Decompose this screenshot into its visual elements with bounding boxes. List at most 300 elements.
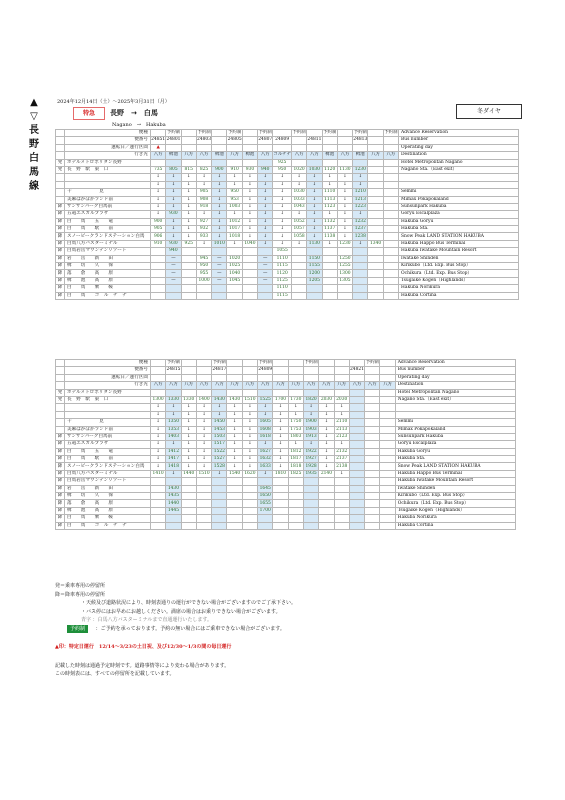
stop-name-ja: ホテルメトロポリタン長野 [65, 389, 151, 396]
time-cell [151, 159, 166, 166]
stop-name-ja: 白馬八方バスターミナル [65, 470, 151, 477]
stop-type: 降 [56, 507, 65, 514]
time-cell [383, 174, 398, 181]
stop-name-en: Sunsunpark Hakuba [395, 433, 515, 440]
time-cell: ↓ [242, 411, 257, 418]
stop-name-ja: 白馬岩岳マウンテンリゾート [65, 248, 151, 255]
operating-day-cell [151, 374, 166, 381]
time-cell: 1412 [166, 448, 181, 455]
reservation-cell: 予約制 [384, 130, 398, 136]
destination-cell: 八方 [151, 382, 166, 389]
time-cell [319, 515, 334, 522]
time-cell: ↓ [166, 203, 181, 210]
time-cell: ↓ [337, 189, 352, 196]
time-cell: 1527 [212, 456, 227, 463]
time-cell [242, 500, 257, 507]
time-cell [353, 292, 368, 299]
time-cell: 1300 [151, 396, 166, 403]
time-cell: 1330 [181, 396, 196, 403]
time-cell: ↓ [353, 240, 368, 247]
time-cell: ↓ [212, 218, 227, 225]
destination-cell: 八方 [334, 382, 349, 389]
time-cell: 1525 [258, 396, 273, 403]
time-cell: ↓ [227, 211, 242, 218]
operating-day-cell [368, 144, 383, 151]
header-row [56, 360, 516, 367]
time-cell: 1503 [212, 433, 227, 440]
time-cell: ↓ [273, 218, 292, 225]
time-cell [196, 248, 211, 255]
time-cell: ↓ [273, 463, 288, 470]
time-cell [212, 292, 227, 299]
time-cell [380, 389, 395, 396]
time-cell [368, 277, 383, 284]
time-cell [383, 196, 398, 203]
time-cell [349, 456, 364, 463]
time-cell: 1205 [307, 277, 322, 284]
stop-type: 発 [56, 166, 65, 173]
reservation-cell [227, 360, 242, 367]
time-cell [242, 255, 257, 262]
time-cell: ↓ [151, 448, 166, 455]
header-label: 行き先 [65, 152, 151, 159]
time-cell: ↓ [227, 181, 242, 188]
time-cell: ↓ [242, 233, 257, 240]
time-cell [242, 277, 257, 284]
time-cell: 1138 [322, 233, 337, 240]
stop-row [56, 515, 516, 522]
time-cell [334, 500, 349, 507]
time-cell: ↓ [273, 174, 292, 181]
time-cell [365, 404, 380, 411]
time-cell [365, 515, 380, 522]
time-cell [212, 493, 227, 500]
time-cell: 1750 [288, 419, 303, 426]
stop-row [56, 203, 519, 210]
time-cell: 1900 [303, 419, 318, 426]
time-cell [368, 203, 383, 210]
stop-type: 降 [56, 500, 65, 507]
time-cell [166, 389, 181, 396]
time-cell [151, 285, 166, 292]
operating-day-cell [196, 374, 211, 381]
operating-day-cell [181, 144, 196, 151]
time-cell: ↓ [212, 196, 227, 203]
destination-cell: 八方 [349, 382, 364, 389]
stop-name-ja: 白 馬 五 竜 [65, 218, 151, 225]
time-cell [291, 263, 306, 270]
time-cell: ↓ [151, 181, 166, 188]
stop-name-ja [65, 174, 151, 181]
time-cell: ↓ [166, 470, 181, 477]
time-cell: ↓ [303, 441, 318, 448]
stop-type [56, 426, 65, 433]
time-cell: ↓ [196, 240, 211, 247]
time-cell [383, 226, 398, 233]
time-cell: ↓ [181, 411, 196, 418]
stop-name-ja: 白 馬 乗 鞍 [65, 515, 151, 522]
time-cell [288, 500, 303, 507]
time-cell: — [212, 263, 227, 270]
time-cell [181, 270, 196, 277]
time-cell: 2140 [319, 470, 334, 477]
operating-day-cell [353, 144, 368, 151]
reservation-cell: 予約制 [292, 130, 306, 136]
title-char: 線 [29, 181, 39, 192]
time-cell [227, 478, 242, 485]
reservation-cell: 予約制 [166, 360, 181, 366]
time-cell [337, 159, 352, 166]
time-cell: ↓ [196, 463, 211, 470]
time-cell: ↓ [181, 419, 196, 426]
time-cell [303, 493, 318, 500]
time-cell [380, 500, 395, 507]
note-alighting: 降＝降車専用の停留所 [55, 591, 106, 598]
destination-cell: 八方 [227, 382, 242, 389]
time-cell: ↓ [212, 233, 227, 240]
operating-day-cell [383, 144, 398, 151]
time-cell [258, 478, 273, 485]
time-cell: ↓ [334, 411, 349, 418]
time-cell: ↓ [307, 174, 322, 181]
time-cell [151, 389, 166, 396]
destination-cell: 八方 [196, 382, 211, 389]
time-cell [181, 478, 196, 485]
time-cell [365, 470, 380, 477]
time-cell [307, 159, 322, 166]
time-cell: 1430 [212, 396, 227, 403]
stop-row [56, 240, 519, 247]
time-cell [380, 441, 395, 448]
time-cell: — [258, 270, 273, 277]
time-cell [291, 270, 306, 277]
type-cell [56, 367, 65, 374]
header-label: 便番号 [65, 367, 151, 374]
time-cell [334, 389, 349, 396]
time-cell [242, 159, 257, 166]
title-char: 馬 [29, 167, 39, 178]
time-cell: 918 [196, 203, 211, 210]
time-cell: ↓ [212, 226, 227, 233]
stop-row [56, 448, 516, 455]
stop-row [56, 174, 519, 181]
time-cell: ↓ [242, 196, 257, 203]
time-cell [337, 285, 352, 292]
time-cell: 1120 [273, 270, 292, 277]
time-cell [273, 507, 288, 514]
time-cell: ↓ [307, 189, 322, 196]
time-cell: ↓ [242, 419, 257, 426]
time-cell [196, 500, 211, 507]
time-cell [380, 470, 395, 477]
stop-name-en: Semmi [395, 419, 515, 426]
header-label: 便種 [65, 360, 151, 367]
reservation-cell [307, 130, 322, 137]
time-cell [383, 240, 398, 247]
time-cell [212, 515, 227, 522]
time-cell [368, 233, 383, 240]
time-cell: 1650 [258, 493, 273, 500]
time-cell: 1510 [242, 396, 257, 403]
stop-type [56, 181, 65, 188]
operating-day-cell [380, 374, 395, 381]
reservation-cell: 予約制 [258, 360, 272, 366]
time-cell [319, 389, 334, 396]
time-cell: ↓ [227, 433, 242, 440]
operating-day-cell [212, 374, 227, 381]
time-cell: 1453 [212, 426, 227, 433]
time-cell [151, 478, 166, 485]
time-cell: ↓ [307, 181, 322, 188]
note-bullet-weather: ・天候及び道路状況により、時刻表通りの運行ができない場合がございますのでご了承下さい。 [81, 600, 297, 606]
destination-cell: 栂池 [353, 152, 368, 159]
time-cell: ↓ [242, 218, 257, 225]
stop-name-en: Hakuba Iwatake Mountain Resort [395, 478, 515, 485]
stop-name-ja: 岩 岳 新 田 [65, 485, 151, 492]
time-cell: ↓ [151, 174, 166, 181]
type-cell [56, 144, 65, 151]
bus-number-cell: 24803 [197, 137, 212, 143]
stop-name-ja [65, 411, 151, 418]
time-cell [196, 507, 211, 514]
time-cell [288, 507, 303, 514]
time-cell: 1113 [322, 196, 337, 203]
time-cell: ↓ [166, 196, 181, 203]
time-cell: ↓ [181, 189, 196, 196]
time-cell: ↓ [288, 411, 303, 418]
time-cell [212, 159, 227, 166]
time-cell: ↓ [181, 211, 196, 218]
time-cell [349, 522, 364, 529]
time-cell [383, 292, 398, 299]
time-cell [166, 285, 181, 292]
destination-cell: 八方 [227, 152, 242, 159]
stop-type [56, 189, 65, 196]
stop-name-ja: 白馬八方バスターミナル [65, 240, 151, 247]
time-cell: 1305 [337, 277, 352, 284]
stop-name-ja: 栂 切 久 保 [65, 493, 151, 500]
time-cell: 1435 [166, 493, 181, 500]
destination-cell: 八方 [151, 152, 166, 159]
time-cell: ↓ [258, 240, 273, 247]
time-cell [227, 500, 242, 507]
bus-number-cell: 24801 [166, 137, 181, 143]
time-cell: 1237 [353, 226, 368, 233]
time-cell [383, 248, 398, 255]
time-cell [383, 285, 398, 292]
time-cell: 1627 [258, 448, 273, 455]
operating-day-cell [196, 144, 211, 151]
time-cell: ↓ [307, 196, 322, 203]
time-cell: ↓ [166, 218, 181, 225]
time-cell: — [166, 263, 181, 270]
reservation-cell: 予約制 [197, 130, 211, 136]
destination-cell: 八方 [291, 152, 306, 159]
reservation-cell [196, 360, 211, 367]
time-cell: 1618 [258, 433, 273, 440]
time-cell: ↓ [258, 211, 273, 218]
time-cell: ↓ [212, 211, 227, 218]
time-cell: ↓ [273, 226, 292, 233]
time-cell: ↓ [319, 426, 334, 433]
time-cell [212, 485, 227, 492]
time-cell [322, 159, 337, 166]
time-cell: 900 [212, 166, 227, 173]
time-cell [288, 478, 303, 485]
stop-name-ja: 五竜エスカルプラザ [65, 441, 151, 448]
time-cell: ↓ [181, 218, 196, 225]
time-cell: ↓ [334, 441, 349, 448]
time-cell: 1620 [242, 470, 257, 477]
header-label-en: Operating day [395, 374, 515, 381]
operating-day-cell [181, 374, 196, 381]
operating-day-cell [337, 144, 352, 151]
time-cell [365, 441, 380, 448]
time-cell [365, 478, 380, 485]
stop-type: 降 [56, 478, 65, 485]
time-cell [365, 485, 380, 492]
operating-day-cell [273, 144, 292, 151]
time-cell [319, 493, 334, 500]
stop-name-en: Nagano Sta.（East exit） [399, 166, 519, 173]
time-cell [349, 411, 364, 418]
time-cell [380, 426, 395, 433]
time-cell [334, 515, 349, 522]
bus-number-cell [303, 367, 318, 374]
time-cell [227, 248, 242, 255]
time-cell: 900 [151, 218, 166, 225]
time-cell [368, 263, 383, 270]
note-all-stops: この時刻表には、すべての停留所を記載しています。 [55, 671, 175, 677]
time-cell: ↓ [242, 174, 257, 181]
time-cell [365, 448, 380, 455]
time-cell [227, 389, 242, 396]
stop-type: 降 [56, 515, 65, 522]
stop-row [56, 419, 516, 426]
stop-type: 降 [56, 470, 65, 477]
type-cell [56, 374, 65, 381]
time-cell: 905 [196, 189, 211, 196]
time-cell: ↓ [288, 404, 303, 411]
time-cell: ↓ [151, 404, 166, 411]
time-cell [368, 285, 383, 292]
operating-day-cell [303, 374, 318, 381]
time-cell [349, 507, 364, 514]
reservation-cell: 予約制 [353, 130, 367, 136]
stop-name-en: Hakuba Happo Bus Terminal [399, 240, 519, 247]
time-cell [380, 493, 395, 500]
time-cell: 925 [181, 240, 196, 247]
timetable-upper [55, 129, 519, 300]
time-cell: 2030 [319, 396, 334, 403]
time-cell: 953 [227, 196, 242, 203]
time-cell [383, 263, 398, 270]
reservation-cell [181, 130, 196, 137]
time-cell: 1230 [337, 240, 352, 247]
time-cell [258, 522, 273, 529]
time-cell [303, 515, 318, 522]
time-cell: ↓ [212, 203, 227, 210]
time-cell [349, 419, 364, 426]
stop-row [56, 500, 516, 507]
time-cell [368, 226, 383, 233]
time-cell [322, 277, 337, 284]
time-cell [212, 522, 227, 529]
time-cell: 1055 [273, 248, 292, 255]
destination-cell: 八方 [380, 382, 395, 389]
reservation-cell: 予約制 [323, 130, 337, 136]
time-cell: 925 [273, 159, 292, 166]
time-cell [291, 248, 306, 255]
time-cell [319, 478, 334, 485]
time-cell: ↓ [273, 181, 292, 188]
time-cell [349, 485, 364, 492]
stop-name-en: Mimax Pokapokaland [395, 426, 515, 433]
time-cell: 910 [227, 166, 242, 173]
stop-name-ja: スノーピークランドステーション白馬 [65, 463, 151, 470]
stop-name-en: Hakuba Happo Bus Terminal [395, 470, 515, 477]
stop-name-ja: 白 馬 五 竜 [65, 448, 151, 455]
time-cell [303, 478, 318, 485]
destination-cell: 八方 [368, 152, 383, 159]
time-cell [151, 255, 166, 262]
time-cell: ↓ [291, 211, 306, 218]
header-row [56, 367, 516, 374]
destination-cell: 栂池 [242, 152, 257, 159]
time-cell: ↓ [151, 433, 166, 440]
time-cell: 1018 [227, 233, 242, 240]
time-cell: 1132 [322, 218, 337, 225]
time-cell: ↓ [242, 463, 257, 470]
time-cell: ↓ [258, 196, 273, 203]
time-cell [291, 277, 306, 284]
time-cell [303, 507, 318, 514]
time-cell: ↓ [242, 226, 257, 233]
time-cell [151, 485, 166, 492]
stop-row [56, 248, 519, 255]
reservation-cell: 予約制 [212, 360, 226, 366]
bus-number-cell [291, 137, 306, 144]
time-cell: ↓ [291, 181, 306, 188]
time-cell: 945 [196, 255, 211, 262]
time-cell: ↓ [353, 211, 368, 218]
time-cell: ↓ [319, 463, 334, 470]
legend-reservation-badge: 予約制 [67, 625, 88, 634]
time-cell [273, 485, 288, 492]
time-cell: ↓ [258, 470, 273, 477]
time-cell [273, 500, 288, 507]
time-cell [383, 218, 398, 225]
stop-name-ja: 千 見 [65, 419, 151, 426]
stop-name-ja: 千 見 [65, 189, 151, 196]
time-cell: ↓ [181, 433, 196, 440]
time-cell [181, 255, 196, 262]
legend-blue-text: ：白馬八方バスターミナルまで直通運行いたします。 [92, 617, 212, 623]
note-boarding: 発＝乗車専用の停留所 [55, 583, 106, 589]
time-cell: 1803 [288, 433, 303, 440]
time-cell: 2030 [334, 396, 349, 403]
time-cell: ↓ [181, 441, 196, 448]
time-cell: 1123 [322, 203, 337, 210]
stop-name-ja: スノーピークランドステーション白馬 [65, 233, 151, 240]
time-cell [196, 522, 211, 529]
time-cell [288, 389, 303, 396]
stop-row [56, 166, 519, 173]
time-cell: ↓ [242, 426, 257, 433]
time-cell [365, 433, 380, 440]
time-cell [181, 500, 196, 507]
time-cell: 1017 [227, 226, 242, 233]
